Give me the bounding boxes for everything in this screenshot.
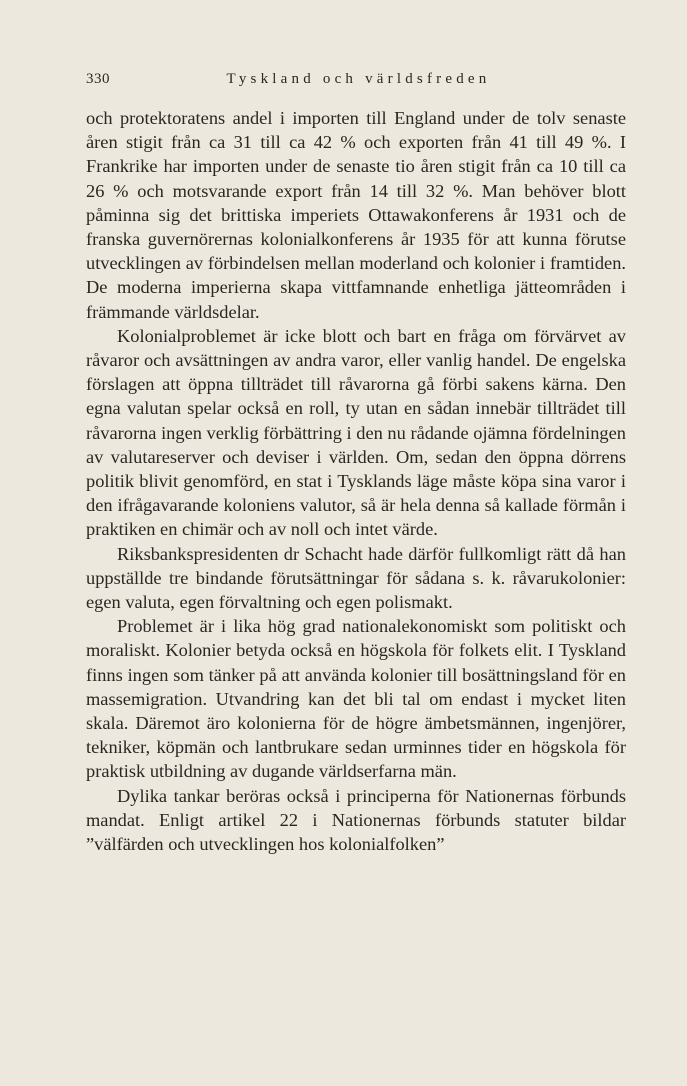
paragraph-2: Kolonialproblemet är icke blott och bart en fråga om förvärvet av råvaror och avsättningen av andra varor, eller vanlig handel. De engelska förslagen att öppna tillträdet till råvarorna gå förbi sakens kärna. Den egna valutan spelar också en roll, ty utan en sådan innebär tillträdet till råvarorna ingen verklig förbättring i den nu rådande ojämna fördelningen av valutareserver och deviser i världen. Om, sedan den öppna dörrens politik blivit genomförd, en stat i Tysklands läge måste köpa sina varor i den ifrågavarande koloniens valutor, så är hela denna så kallade förmån i praktiken en chimär och av noll och intet värde. [86, 325, 626, 540]
paragraph-5: Dylika tankar beröras också i principerna för Nationernas förbunds mandat. Enligt artikel 22 i Nationernas förbunds statuter bildar ”välfärden och utvecklingen hos kolonialfolken” [86, 785, 626, 855]
paragraph-4: Problemet är i lika hög grad nationalekonomiskt som politiskt och moraliskt. Kolonier betyda också en högskola för folkets elit. I Tyskland finns ingen som tänker på att använda kolonier till bosättningsland för en massemigration. Utvandring kan det bli tal om endast i mycket liten skala. Däremot äro kolonierna för de högre ämbetsmännen, ingenjörer, tekniker, köpmän och lantbrukare sedan urminnes tider en högskola för praktisk utbildning av dugande världserfarna män. [86, 616, 626, 782]
page-number: 330 [86, 71, 110, 87]
page-header [86, 71, 631, 93]
body-text [86, 106, 626, 856]
running-title: Tyskland och världsfreden [226, 71, 491, 87]
paragraph-3: Riksbankspresidenten dr Schacht hade därför fullkomligt rätt då han uppställde tre bindande förutsättningar för sådana s. k. råvarukolonier: egen valuta, egen förvaltning och egen polismakt. [86, 543, 626, 613]
paragraph-1: och protektoratens andel i importen till England under de tolv senaste åren stigit från ca 31 till ca 42 % och exporten från 41 till 49 %. I Frankrike har importen under de senaste tio åren stigit från ca 10 till ca 26 % och motsvarande export från 14 till 32 %. Man behöver blott påminna sig det brittiska imperiets Ottawakonferens år 1931 och de franska guvernörernas kolonialkonferens år 1935 för att kunna förutse utvecklingen av förbindelsen mellan moderland och kolonier i framtiden. De moderna imperierna skapa vittfamnande enhetliga jätteområden i främmande världsdelar. [86, 108, 626, 322]
